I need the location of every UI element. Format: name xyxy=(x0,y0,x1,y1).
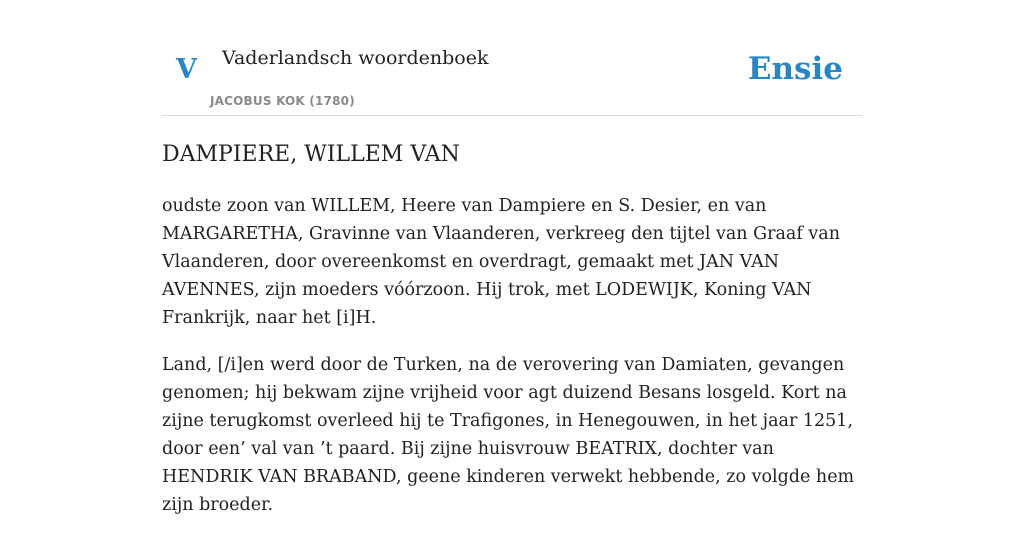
book-author: JACOBUS KOK (1780) xyxy=(210,94,355,108)
book-letter-badge[interactable]: V xyxy=(176,54,197,85)
entry-body xyxy=(162,192,862,538)
ensie-logo-link[interactable]: Ensie xyxy=(747,51,843,87)
book-title-link[interactable]: Vaderlandsch woordenboek xyxy=(222,47,489,69)
entry-paragraph: oudste zoon van WILLEM, Heere van Dampiere en S. Desier, en van MARGARETHA, Gravinne van Vlaanderen, verkreeg den tijtel van Graaf van Vlaanderen, door overeenkomst en overdragt, gemaakt met JAN VAN AVENNES, zijn moeders vóórzoon. Hij trok, met LODEWIJK, Koning VAN Frankrijk, naar het [i]H. xyxy=(162,196,840,328)
page-container xyxy=(162,0,862,515)
entry-title: DAMPIERE, WILLEM VAN xyxy=(162,142,460,167)
book-header xyxy=(162,0,862,116)
entry-paragraph: Land, [/i]en werd door de Turken, na de verovering van Damiaten, gevangen genomen; hij bekwam zijne vrijheid voor agt duizend Besans losgeld. Kort na zijne terugkomst overleed hij te Trafigones, in Henegouwen, in het jaar 1251, door een’ val van ’t paard. Bij zijne huisvrouw BEATRIX, dochter van HENDRIK VAN BRABAND, geene kinderen verwekt hebbende, zo volgde hem zijn broeder. xyxy=(162,355,855,515)
